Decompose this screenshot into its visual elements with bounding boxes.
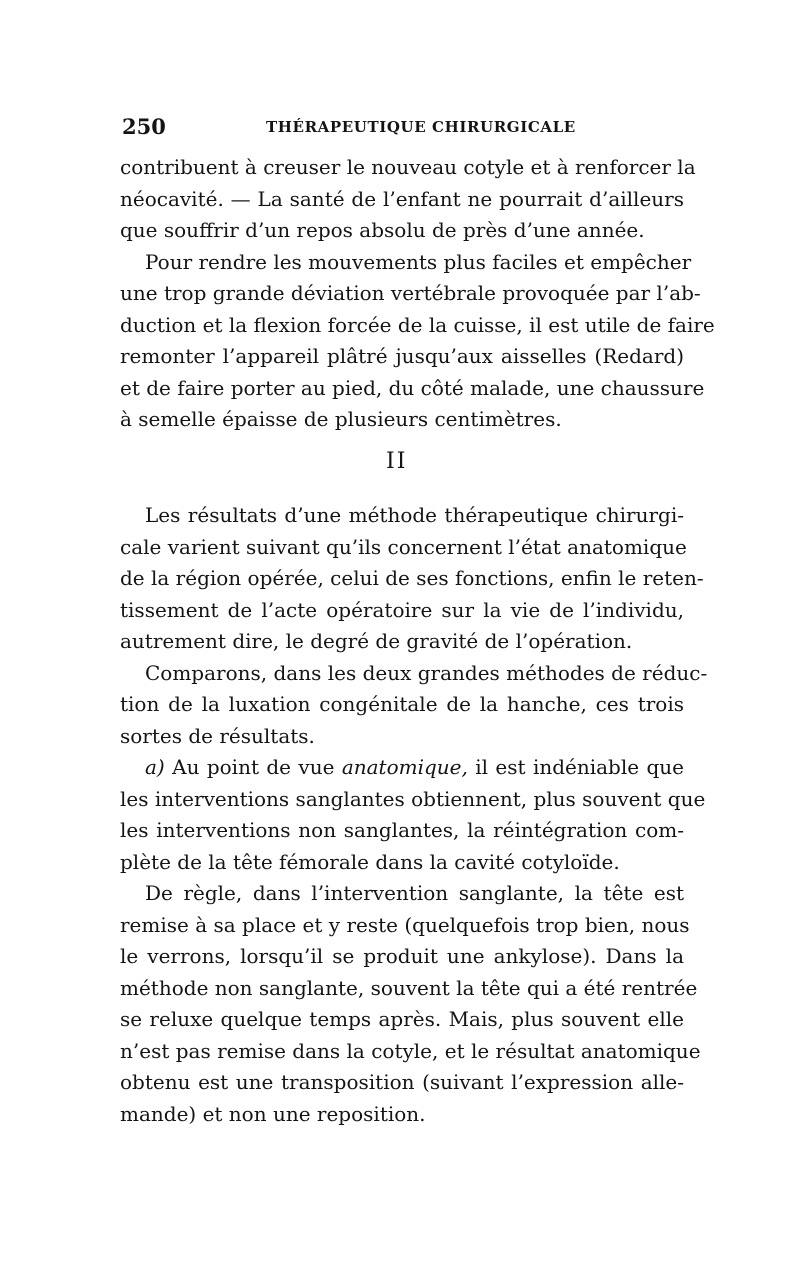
text-line: de la région opérée, celui de ses fonctions, enfin le reten- <box>120 566 704 590</box>
text-line: contribuent à creuser le nouveau cotyle et à renforcer la <box>120 155 696 179</box>
text-line: remise à sa place et y reste (quelquefois trop bien, nous <box>120 912 690 937</box>
text-line: autrement dire, le degré de gravité de l’opération. <box>120 629 633 653</box>
section-heading: II <box>386 449 408 474</box>
paragraph <box>120 752 706 878</box>
text-line: Pour rendre les mouvements plus faciles et empêcher <box>145 249 692 274</box>
text-line: une trop grande déviation vertébrale provoquée par l’ab- <box>120 281 701 305</box>
text-line: méthode non sanglante, souvent la tête qui a été rentrée <box>120 975 698 1000</box>
list-marker: a) <box>145 755 165 779</box>
text-line <box>120 752 684 784</box>
text-line: tissement de l’acte opératoire sur la vie de l’individu, <box>120 597 684 622</box>
text-line: obtenu est une transposition (suivant l’expression alle- <box>120 1070 684 1094</box>
text-line: néocavité. — La santé de l’enfant ne pourrait d’ailleurs <box>120 186 684 211</box>
text-line: plète de la tête fémorale dans la cavité cotyloïde. <box>120 849 620 874</box>
paragraph <box>120 500 704 658</box>
paragraph <box>120 152 696 247</box>
text-line: et de faire porter au pied, du côté malade, une chaussure <box>120 375 705 400</box>
text-line: sortes de résultats. <box>120 723 315 748</box>
text-line: De règle, dans l’intervention sanglante, la tête est <box>145 881 684 905</box>
text-line: les interventions non sanglantes, la réintégration com- <box>120 818 684 842</box>
text-line: remonter l’appareil plâtré jusqu’aux aisselles (Redard) <box>120 344 684 368</box>
text-line: duction et la flexion forcée de la cuisse, il est utile de faire <box>120 312 715 337</box>
text-line: que souffrir d’un repos absolu de près d’une année. <box>120 218 645 242</box>
text-run: il est indéniable que <box>467 755 685 779</box>
paragraph <box>120 658 708 753</box>
text-line: se reluxe quelque temps après. Mais, plus souvent elle <box>120 1007 684 1031</box>
text-line: mande) et non une reposition. <box>120 1101 426 1126</box>
top-text-block <box>120 152 715 436</box>
page-header <box>122 114 682 142</box>
section-text-block <box>120 500 708 1130</box>
text-run: Au point de vue <box>164 755 342 779</box>
text-line: Comparons, dans les deux grandes méthodes de réduc- <box>145 660 708 685</box>
text-line: les interventions sanglantes obtiennent, plus souvent que <box>120 786 706 811</box>
text-line: le verrons, lorsqu’il se produit une ankylose). Dans la <box>120 944 684 968</box>
text-line: Les résultats d’une méthode thérapeutique chirurgi- <box>145 503 684 527</box>
paragraph <box>120 878 701 1130</box>
page-number: 250 <box>122 114 166 139</box>
emphasis-text: anatomique, <box>341 755 468 779</box>
text-line: tion de la luxation congénitale de la hanche, ces trois <box>120 692 684 716</box>
text-line: cale varient suivant qu’ils concernent l’état anatomique <box>120 534 687 559</box>
running-title: THÉRAPEUTIQUE CHIRURGICALE <box>266 118 576 136</box>
text-line: n’est pas remise dans la cotyle, et le résultat anatomique <box>120 1038 701 1063</box>
text-line: à semelle épaisse de plusieurs centimètres. <box>120 407 562 431</box>
paragraph <box>120 247 715 436</box>
